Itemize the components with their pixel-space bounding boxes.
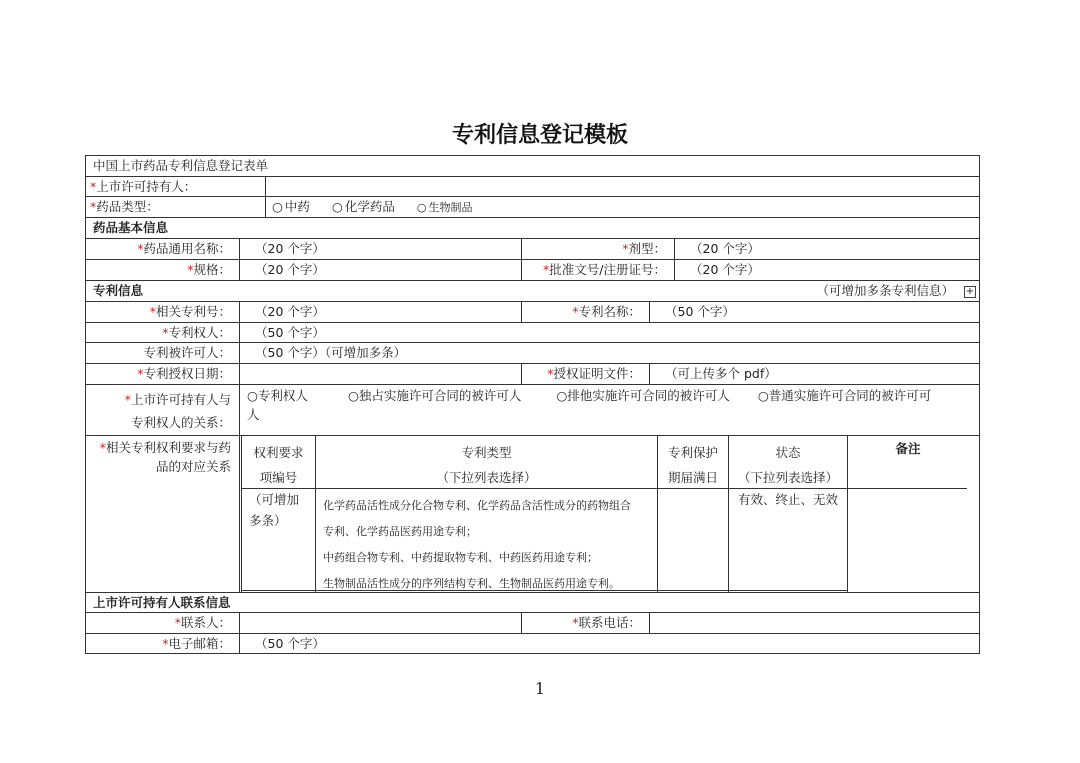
- page-number: 1: [534, 679, 546, 698]
- add-patent-text: （可增加多条专利信息）: [816, 283, 954, 298]
- contact-person-label: *联系人：: [174, 615, 231, 630]
- radio-icon: ○: [347, 388, 359, 403]
- patent-info-heading: 专利信息: [93, 283, 144, 298]
- grant-certificate-upload[interactable]: （可上传多个 pdf）: [665, 366, 777, 381]
- grant-date-input[interactable]: [240, 364, 521, 384]
- dosage-form-input[interactable]: （20 个字）: [690, 241, 760, 256]
- status-dropdown[interactable]: 有效、终止、无效: [737, 492, 838, 507]
- patent-name-label: *专利名称：: [572, 304, 641, 319]
- patentee-row: [86, 323, 979, 343]
- patent-registration-form: [85, 155, 980, 654]
- drug-type-option-biologic[interactable]: ○ 生物制品: [417, 198, 473, 217]
- contact-heading-row: [86, 593, 979, 613]
- claims-row: [86, 436, 979, 593]
- claims-col-patent-type: 专利类型 （下拉列表选择）: [436, 445, 537, 485]
- spec-label: *规格：: [187, 262, 231, 277]
- contact-phone-input[interactable]: [650, 613, 979, 633]
- basic-info-heading-row: [86, 218, 979, 239]
- holder-label: *上市许可持有人：: [90, 179, 197, 194]
- patent-number-label: *相关专利号：: [149, 304, 231, 319]
- spec-row: [86, 260, 979, 281]
- add-icon[interactable]: +: [965, 285, 975, 297]
- patent-number-row: [86, 302, 979, 323]
- radio-icon: ○: [331, 199, 343, 214]
- claims-col-expiry: 专利保护 期届满日: [667, 445, 718, 485]
- email-input[interactable]: （50 个字）: [255, 636, 325, 651]
- radio-icon: ○: [247, 388, 258, 403]
- claims-col-remarks: 备注: [895, 441, 921, 456]
- remarks-input[interactable]: [848, 489, 968, 590]
- patentee-input[interactable]: （50 个字）: [255, 325, 325, 340]
- patent-name-input[interactable]: （50 个字）: [665, 304, 735, 319]
- relation-option-general[interactable]: ○普通实施许可合同的被许可可: [757, 388, 932, 403]
- approval-number-label: *批准文号/注册证号：: [543, 262, 666, 277]
- drug-type-row: [86, 197, 979, 218]
- expiry-input[interactable]: [658, 489, 728, 590]
- radio-icon: ○: [416, 201, 427, 214]
- grant-date-row: [86, 364, 979, 385]
- holder-input[interactable]: [266, 177, 979, 196]
- claims-table: [239, 436, 979, 593]
- holder-row: [86, 177, 979, 197]
- relation-option-sole[interactable]: ○排他实施许可合同的被许可人: [556, 388, 730, 403]
- relation-option-exclusive[interactable]: ○独占实施许可合同的被许可人: [347, 388, 522, 403]
- email-row: [86, 634, 979, 654]
- contact-phone-label: *联系电话：: [572, 615, 641, 630]
- radio-icon: ○: [272, 199, 283, 214]
- relation-row: [86, 385, 979, 436]
- basic-info-heading: 药品基本信息: [93, 220, 169, 235]
- patent-type-dropdown[interactable]: 化学药品活性成分化合物专利、化学药品含活性成分的药物组合 专利、化学药品医药用途专利； 中药组合物专利、中药提取物专利、中药医药用途专利； 生物制品活性成分的序列结构专利、生物制品医药用途专利。: [323, 499, 631, 590]
- grant-certificate-label: *授权证明文件：: [547, 366, 641, 381]
- patent-info-heading-row: [86, 281, 979, 302]
- contact-heading: 上市许可持有人联系信息: [93, 595, 231, 610]
- relation-option-patentee[interactable]: ○专利权人: [247, 388, 308, 403]
- form-header: 中国上市药品专利信息登记表单: [93, 158, 269, 173]
- licensee-row: [86, 343, 979, 364]
- patentee-label: *专利权人：: [162, 325, 231, 340]
- generic-name-row: [86, 239, 979, 260]
- claims-label: *相关专利权利要求与药 品的对应关系: [99, 440, 231, 474]
- drug-type-option-chemical[interactable]: ○ 化学药品: [332, 197, 395, 217]
- radio-icon: ○: [556, 388, 568, 403]
- licensee-input[interactable]: （50 个字）（可增加多条）: [255, 345, 407, 360]
- claims-col-claim-number: 权利要求 项编号: [253, 445, 304, 485]
- contact-row: [86, 613, 979, 634]
- relation-label: *上市许可持有人与 专利权人的关系：: [124, 392, 231, 430]
- relation-options: [247, 385, 979, 435]
- claims-add-note[interactable]: （可增加 多条）: [249, 492, 300, 528]
- generic-name-label: *药品通用名称：: [137, 241, 231, 256]
- add-patent-control[interactable]: [786, 281, 976, 301]
- relation-option-wrap: 人: [247, 407, 260, 422]
- drug-type-options: [272, 197, 972, 217]
- radio-icon: ○: [757, 388, 769, 403]
- claims-col-status: 状态 （下拉列表选择）: [737, 445, 838, 485]
- dosage-form-label: *剂型：: [622, 241, 666, 256]
- patent-number-input[interactable]: （20 个字）: [255, 304, 325, 319]
- page-title: 专利信息登记模板: [451, 122, 628, 148]
- drug-type-option-tcm[interactable]: ○ 中药: [272, 197, 310, 217]
- spec-input[interactable]: （20 个字）: [255, 262, 325, 277]
- drug-type-label: *药品类型：: [90, 199, 159, 214]
- licensee-label: 专利被许可人：: [143, 345, 231, 360]
- approval-number-input[interactable]: （20 个字）: [690, 262, 760, 277]
- grant-date-label: *专利授权日期：: [137, 366, 231, 381]
- email-label: *电子邮箱：: [162, 636, 231, 651]
- contact-person-input[interactable]: [240, 613, 521, 633]
- generic-name-input[interactable]: （20 个字）: [255, 241, 325, 256]
- form-header-row: [86, 156, 979, 177]
